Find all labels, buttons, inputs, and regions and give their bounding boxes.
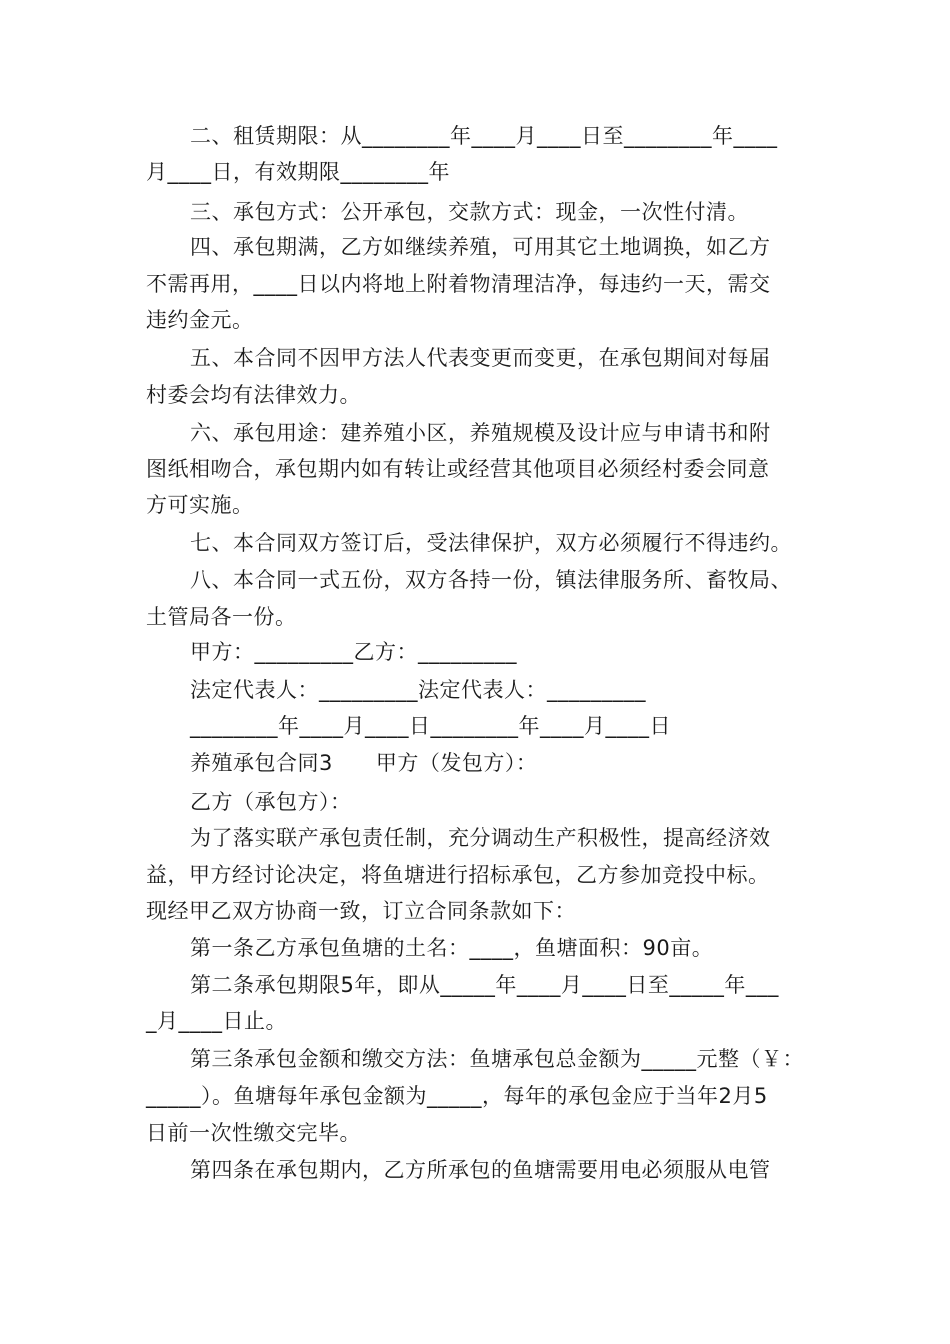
clause-5-validity: 五、本合同不因甲方法人代表变更而变更，在承包期间对每届: [190, 346, 771, 370]
clause-7-legal-protection: 七、本合同双方签订后，受法律保护，双方必须履行不得违约。: [190, 531, 792, 555]
clause-8-copies: 八、本合同一式五份，双方各持一份，镇法律服务所、畜牧局、: [190, 568, 792, 592]
clause-5-validity-cont: 村委会均有法律效力。: [146, 383, 361, 407]
party-signature-line: 甲方：_________乙方：_________: [190, 640, 517, 664]
clause-2-lease-term-cont: 月____日，有效期限________年: [146, 160, 450, 184]
clause-4-expiry-cont-1: 不需再用，____日以内将地上附着物清理洁净，每违约一天，需交: [146, 272, 771, 296]
clause-2-lease-term: 二、租赁期限：从________年____月____日至________年____: [190, 124, 778, 148]
preamble-cont-2: 现经甲乙双方协商一致，订立合同条款如下：: [146, 899, 576, 923]
article-3-payment: 第三条承包金额和缴交方法：鱼塘承包总金额为_____元整（￥：: [190, 1047, 804, 1071]
clause-3-contract-method: 三、承包方式：公开承包，交款方式：现金，一次性付清。: [190, 200, 749, 224]
clause-6-usage: 六、承包用途：建养殖小区，养殖规模及设计应与申请书和附: [190, 421, 771, 445]
clause-4-expiry: 四、承包期满，乙方如继续养殖，可用其它土地调换，如乙方: [190, 235, 771, 259]
preamble: 为了落实联产承包责任制，充分调动生产积极性，提高经济效: [190, 826, 771, 850]
article-3-payment-cont-1: _____）。鱼塘每年承包金额为_____，每年的承包金应于当年2月5: [146, 1084, 768, 1108]
clause-6-usage-cont-1: 图纸相吻合，承包期内如有转让或经营其他项目必须经村委会同意: [146, 457, 770, 481]
article-1-pond: 第一条乙方承包鱼塘的土名：____，鱼塘面积：90亩。: [190, 936, 714, 960]
article-3-payment-cont-2: 日前一次性缴交完毕。: [146, 1121, 361, 1145]
party-b-label: 乙方（承包方）：: [190, 790, 352, 814]
clause-4-expiry-cont-2: 违约金元。: [146, 308, 254, 332]
signing-date-line: ________年____月____日________年____月____日: [190, 714, 671, 738]
legal-rep-signature-line: 法定代表人：_________法定代表人：_________: [190, 678, 646, 702]
contract-3-heading: 养殖承包合同3 甲方（发包方）：: [190, 751, 538, 775]
article-4-electricity: 第四条在承包期内，乙方所承包的鱼塘需要用电必须服从电管: [190, 1158, 771, 1182]
article-2-term: 第二条承包期限5年，即从_____年____月____日至_____年___: [190, 973, 779, 997]
preamble-cont-1: 益，甲方经讨论决定，将鱼塘进行招标承包，乙方参加竞投中标。: [146, 863, 770, 887]
clause-6-usage-cont-2: 方可实施。: [146, 493, 254, 517]
clause-8-copies-cont: 土管局各一份。: [146, 605, 297, 629]
article-2-term-cont: _月____日止。: [146, 1009, 287, 1033]
